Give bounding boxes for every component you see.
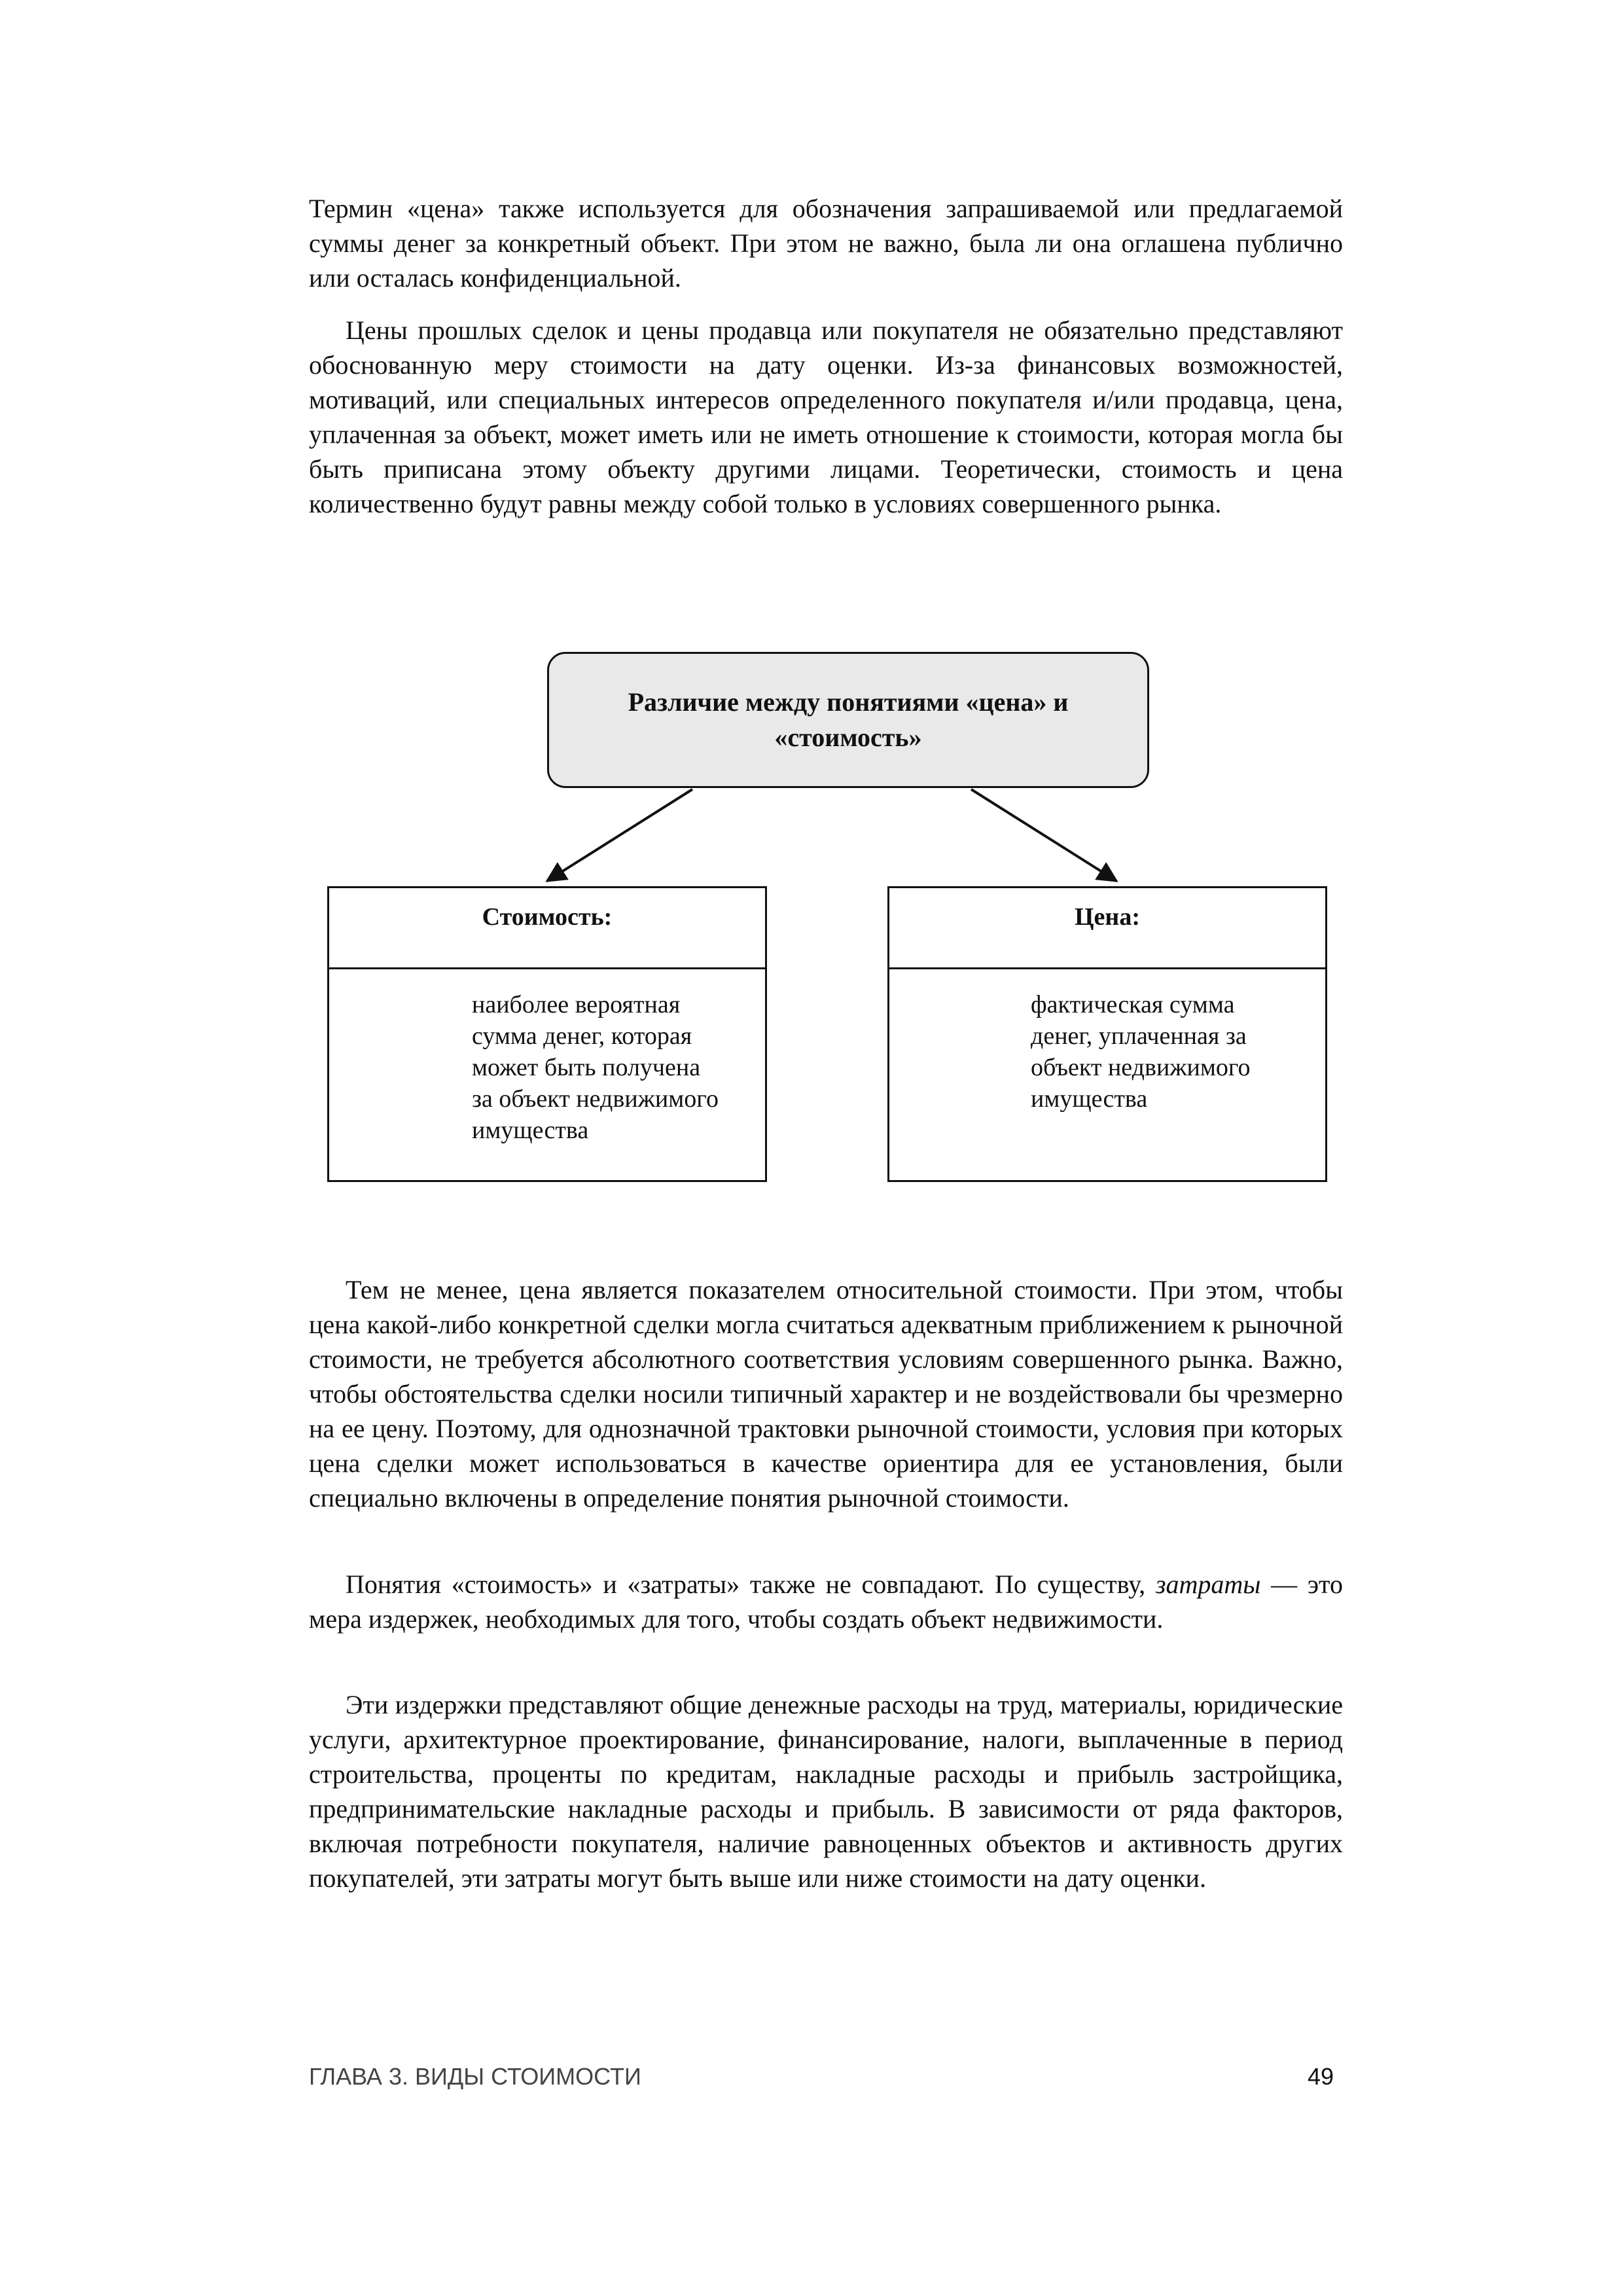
price-box-heading: Цена: bbox=[889, 888, 1325, 969]
page-number: 49 bbox=[1308, 2063, 1334, 2090]
chapter-title: ГЛАВА 3. ВИДЫ СТОИМОСТИ bbox=[309, 2063, 641, 2090]
paragraph-5: Эти издержки представляют общие денежные расходы на труд, материалы, юридические услуги, архитектурное проектирование, финансирование, налоги, выплаченные в период строительства, проценты по кредитам, накладные расходы и прибыль застройщика, предпринимательские накладные расходы и прибыль. В зависимости от ряда факторов, включая потребности покупателя, наличие равноценных объектов и активность других покупателей, эти затраты могут быть выше или ниже стоимости на дату оценки. bbox=[309, 1690, 1343, 1893]
diagram-title-box bbox=[547, 652, 1149, 788]
value-box-text: наиболее вероятная сумма денег, которая может быть получена за объект недвижимого имущества bbox=[472, 991, 719, 1144]
arrow-right bbox=[971, 789, 1116, 881]
diagram-title: Различие между понятиями «цена» и «стоимость» bbox=[628, 687, 1069, 752]
price-box bbox=[887, 886, 1327, 1182]
paragraph-4-start: Понятия «стоимость» и «затраты» также не совпадают. По существу, bbox=[346, 1570, 1146, 1599]
value-box-heading: Стоимость: bbox=[329, 888, 765, 969]
paragraph-4-rest: — это мера издержек, необходимых для того, чтобы создать объект недвижимости. bbox=[309, 1570, 1344, 1634]
value-box bbox=[327, 886, 767, 1182]
term-zatraty: затраты bbox=[1155, 1570, 1261, 1599]
price-box-text: фактическая сумма денег, уплаченная за объект недвижимого имущества bbox=[1031, 991, 1251, 1113]
paragraph-3: Тем не менее, цена является показателем относительной стоимости. При этом, чтобы цена какой-либо конкретной сделки могла считаться адекватным приближением к рыночной стоимости, не требуется абсолютного соответствия условиям совершенного рынка. Важно, чтобы обстоятельства сделки носили типичный характер и не воздействовали бы чрезмерно на ее цену. Поэтому, для однозначной трактовки рыночной стоимости, условия при которых цена сделки может использоваться в качестве ориентира для ее установления, были специально включены в определение понятия рыночной стоимости. bbox=[309, 1275, 1343, 1513]
arrow-left bbox=[547, 789, 692, 881]
paragraph-4 bbox=[309, 1567, 1343, 1636]
paragraph-1: Термин «цена» также используется для обозначения запрашиваемой или предлагаемой суммы денег за конкретный объект. При этом не важно, была ли она оглашена публично или осталась конфиденциальной. bbox=[309, 194, 1343, 293]
paragraph-2: Цены прошлых сделок и цены продавца или покупателя не обязательно представляют обоснованную меру стоимости на дату оценки. Из-за финансовых возможностей, мотиваций, или специальных интересов определенного покупателя и/или продавца, цена, уплаченная за объект, может иметь или не иметь отношение к стоимости, которая могла бы быть приписана этому объекту другими лицами. Теоретически, стоимость и цена количественно будут равны между собой только в условиях совершенного рынка. bbox=[309, 315, 1343, 518]
